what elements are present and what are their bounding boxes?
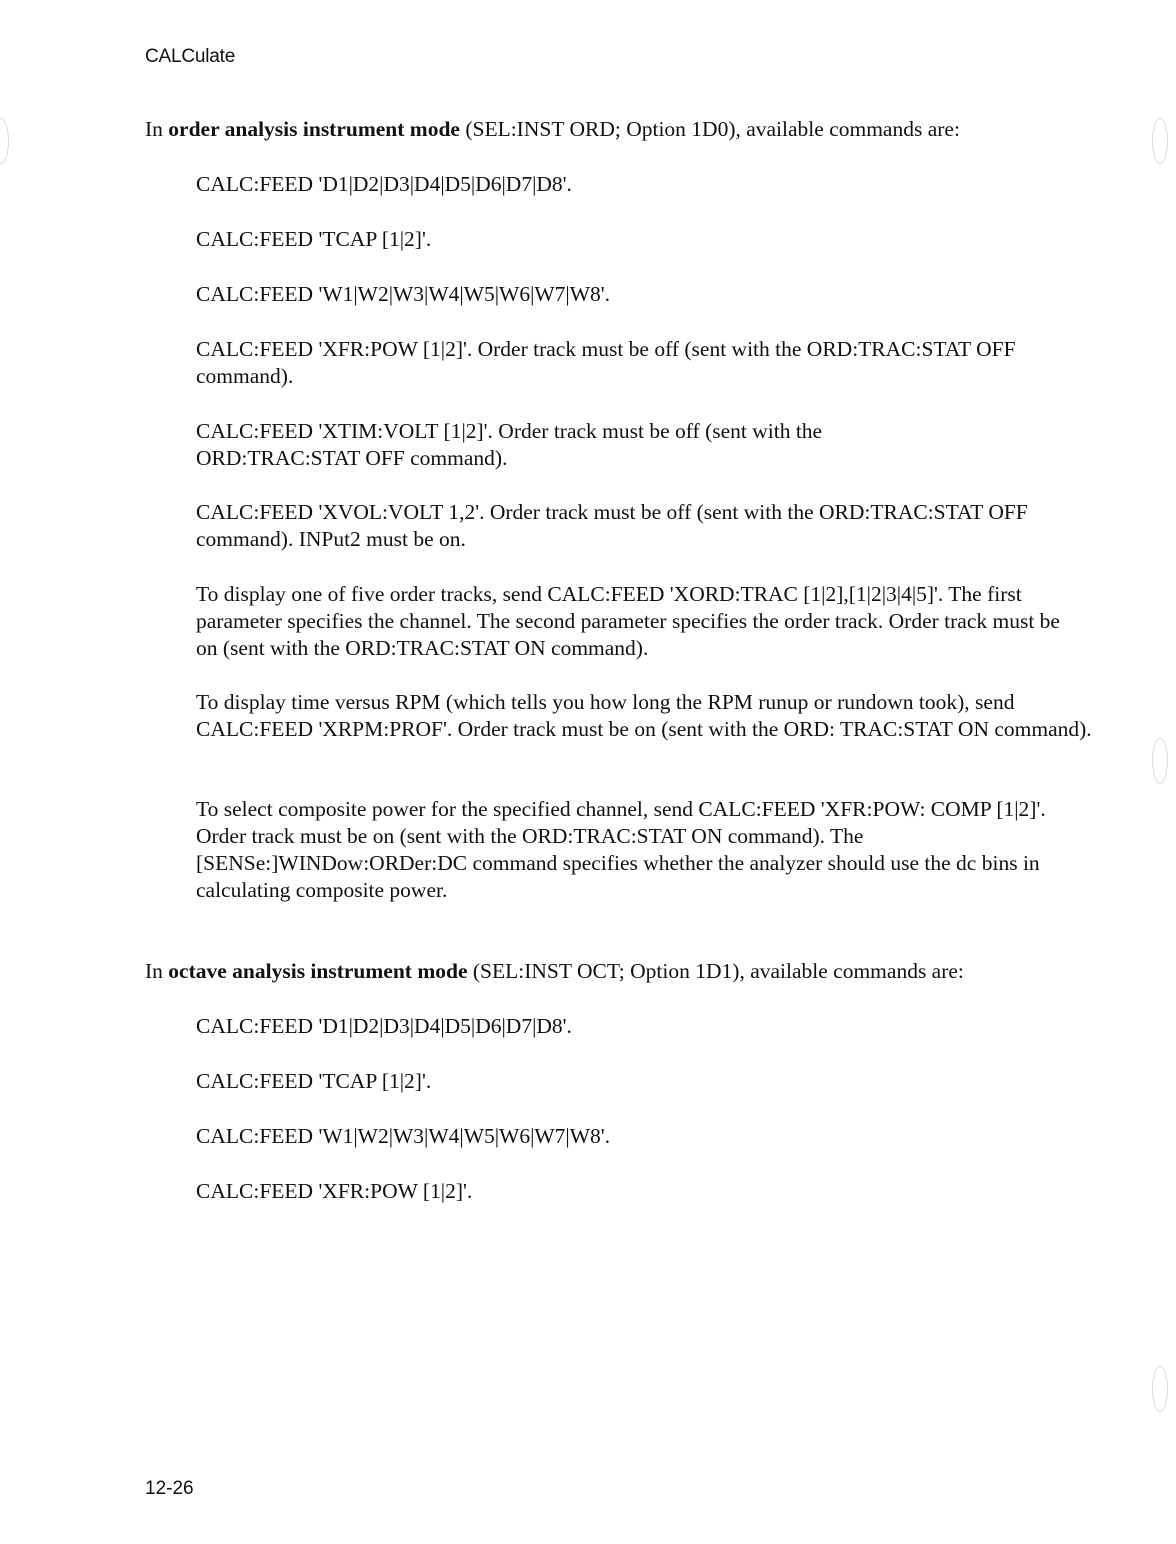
intro-suffix: (SEL:INST ORD; Option 1D0), available commands are: <box>459 117 960 141</box>
command-paragraph: CALC:FEED 'XFR:POW [1|2]'. <box>196 1179 473 1203</box>
punch-hole-mark <box>0 118 9 164</box>
octave-section-intro <box>145 958 1105 985</box>
page-number: 12-26 <box>145 1478 194 1499</box>
punch-hole-mark <box>1152 118 1168 164</box>
command-paragraph: CALC:FEED 'TCAP [1|2]'. <box>196 227 432 251</box>
command-paragraph: CALC:FEED 'XTIM:VOLT [1|2]'. Order track must be off (sent with the ORD:TRAC:STAT OFF command). <box>196 419 823 470</box>
command-paragraph: CALC:FEED 'TCAP [1|2]'. <box>196 1069 432 1093</box>
intro-prefix: In <box>145 959 169 983</box>
command-paragraph: CALC:FEED 'XVOL:VOLT 1,2'. Order track must be off (sent with the ORD:TRAC:STAT OFF command). INPut2 must be on. <box>196 500 1028 551</box>
command-paragraph: To select composite power for the specified channel, send CALC:FEED 'XFR:POW: COMP [1|2]'. Order track must be on (sent with the ORD:TRAC:STAT ON command). The [SENSe:]WINDow:ORDer:DC command specifies whether the analyzer should use the dc bins in calculating composite power. <box>196 797 1046 902</box>
command-paragraph: To display one of five order tracks, send CALC:FEED 'XORD:TRAC [1|2],[1|2|3|4|5]'. The first parameter specifies the channel. The second parameter specifies the order track. Order track must be on (sent with the ORD:TRAC:STAT ON command). <box>196 582 1060 660</box>
command-paragraph: CALC:FEED 'W1|W2|W3|W4|W5|W6|W7|W8'. <box>196 1124 611 1148</box>
running-head: CALCulate <box>145 46 236 67</box>
command-paragraph: To display time versus RPM (which tells you how long the RPM runup or rundown took), send CALC:FEED 'XRPM:PROF'. Order track must be on (sent with the ORD: TRAC:STAT ON command). <box>196 690 1092 741</box>
intro-mode-name: octave analysis instrument mode <box>168 959 468 983</box>
punch-hole-mark <box>1152 1366 1168 1412</box>
intro-prefix: In <box>145 117 169 141</box>
punch-hole-mark <box>1152 738 1168 784</box>
order-section-intro <box>145 116 1105 143</box>
command-paragraph: CALC:FEED 'D1|D2|D3|D4|D5|D6|D7|D8'. <box>196 172 572 196</box>
command-paragraph: CALC:FEED 'W1|W2|W3|W4|W5|W6|W7|W8'. <box>196 282 611 306</box>
intro-mode-name: order analysis instrument mode <box>168 117 460 141</box>
command-paragraph: CALC:FEED 'D1|D2|D3|D4|D5|D6|D7|D8'. <box>196 1014 572 1038</box>
command-paragraph: CALC:FEED 'XFR:POW [1|2]'. Order track must be off (sent with the ORD:TRAC:STAT OFF command). <box>196 337 1016 388</box>
intro-suffix: (SEL:INST OCT; Option 1D1), available commands are: <box>467 959 964 983</box>
